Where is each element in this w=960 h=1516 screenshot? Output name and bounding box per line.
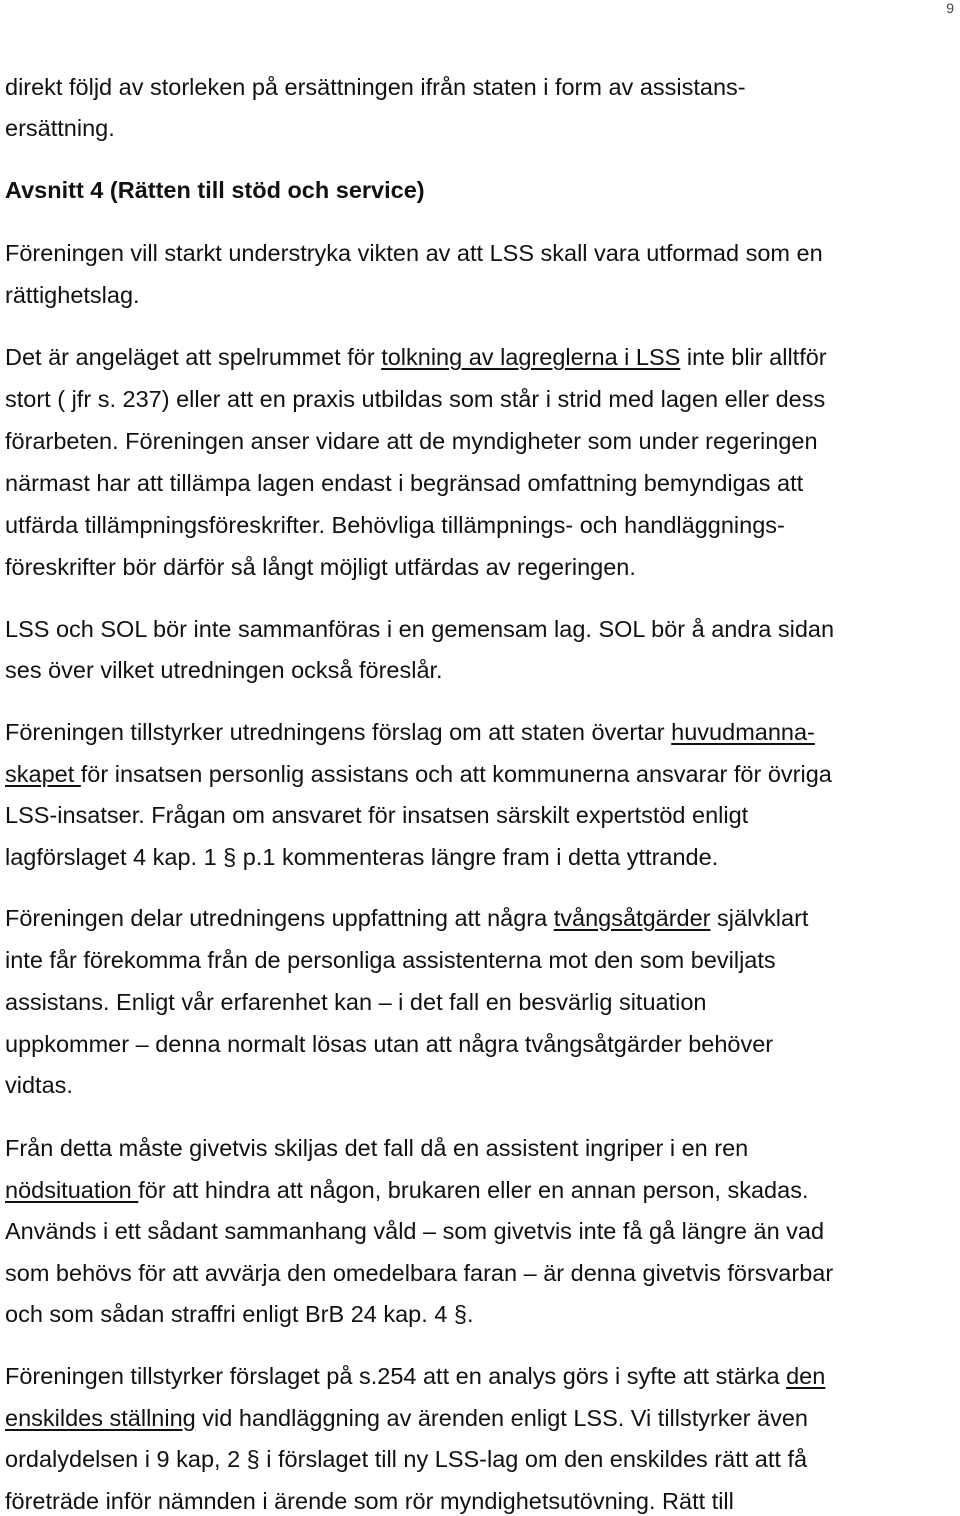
text-line — [5, 1175, 808, 1205]
text-segment: stort ( jfr s. 237) eller att en praxis utbildas som står i strid med lagen eller dess — [5, 386, 826, 412]
text-segment: Föreningen tillstyrker förslaget på s.254 att en analys görs i syfte att stärka — [5, 1363, 787, 1389]
text-line — [5, 280, 140, 310]
text-segment: utfärda tillämpningsföreskrifter. Behövliga tillämpnings- och handläggnings- — [5, 512, 785, 538]
text-line — [5, 759, 832, 789]
text-segment: ordalydelsen i 9 kap, 2 § i förslaget till ny LSS-lag om den enskildes rätt att få — [5, 1446, 808, 1472]
underlined-text: nödsituation — [5, 1177, 139, 1203]
underlined-text: skapet — [5, 761, 81, 787]
text-segment: LSS och SOL bör inte sammanföras i en gemensam lag. SOL bör å andra sidan — [5, 616, 835, 642]
text-line — [5, 903, 808, 933]
text-segment: lagförslaget 4 kap. 1 § p.1 kommenteras längre fram i detta yttrande. — [5, 844, 719, 870]
text-segment: som behövs för att avvärja den omedelbara faran – är denna givetvis försvarbar — [5, 1260, 834, 1286]
text-line — [5, 717, 815, 747]
text-segment: Föreningen tillstyrker utredningens förslag om att staten övertar — [5, 719, 672, 745]
text-segment: direkt följd av storleken på ersättningen ifrån staten i form av assistans- — [5, 74, 746, 100]
text-line — [5, 510, 785, 540]
text-line — [5, 468, 803, 498]
text-line — [5, 614, 834, 644]
text-segment: assistans. Enligt vår erfarenhet kan – i det fall en besvärlig situation — [5, 989, 707, 1015]
text-segment: ses över vilket utredningen också föreslår. — [5, 657, 443, 683]
text-line — [5, 842, 718, 872]
text-segment: företräde inför nämnden i ärende som rör myndighetsutövning. Rätt till — [5, 1488, 734, 1514]
text-segment: förarbeten. Föreningen anser vidare att de myndigheter som under regeringen — [5, 428, 818, 454]
text-segment: vidtas. — [5, 1072, 73, 1098]
text-line — [5, 238, 823, 268]
text-line — [5, 113, 115, 143]
text-segment: ersättning. — [5, 115, 115, 141]
text-segment: och som sådan straffri enligt BrB 24 kap. 4 §. — [5, 1301, 474, 1327]
text-line — [5, 1444, 807, 1474]
text-segment: självklart — [710, 905, 809, 931]
page-number: 9 — [946, 0, 954, 16]
text-segment: Det är angeläget att spelrummet för — [5, 344, 382, 370]
text-segment: Från detta måste givetvis skiljas det fall då en assistent ingriper i en ren — [5, 1135, 749, 1161]
text-line — [5, 1486, 734, 1516]
text-segment: för att hindra att någon, brukaren eller en annan person, skadas. — [138, 1177, 809, 1203]
text-line — [5, 552, 636, 582]
text-segment: för insatsen personlig assistans och att kommunerna ansvarar för övriga — [80, 761, 832, 787]
text-segment: Föreningen vill starkt understryka vikten av att LSS skall vara utformad som en — [5, 240, 823, 266]
text-line — [5, 72, 746, 102]
text-segment: föreskrifter bör därför så långt möjligt utfärdas av regeringen. — [5, 554, 636, 580]
text-line — [5, 1070, 73, 1100]
text-segment: uppkommer – denna normalt lösas utan att några tvångsåtgärder behöver — [5, 1031, 774, 1057]
text-segment: inte får förekomma från de personliga assistenterna mot den som beviljats — [5, 947, 776, 973]
text-segment: rättighetslag. — [5, 282, 140, 308]
text-line — [5, 1299, 474, 1329]
text-line — [5, 384, 825, 414]
text-segment: Används i ett sådant sammanhang våld – som givetvis inte få gå längre än vad — [5, 1218, 825, 1244]
text-segment: LSS-insatser. Frågan om ansvaret för insatsen särskilt expertstöd enligt — [5, 802, 749, 828]
text-segment: Föreningen delar utredningens uppfattning att några — [5, 905, 554, 931]
text-segment: närmast har att tillämpa lagen endast i begränsad omfattning bemyndigas att — [5, 470, 804, 496]
text-line — [5, 342, 827, 372]
text-line — [5, 1216, 824, 1246]
underlined-text: tolkning av lagreglerna i LSS — [381, 344, 681, 370]
text-line — [5, 426, 818, 456]
underlined-text: tvångsåtgärder — [553, 905, 711, 931]
text-line — [5, 1361, 825, 1391]
text-line — [5, 1029, 773, 1059]
text-line — [5, 655, 443, 685]
text-segment: Avsnitt 4 (Rätten till stöd och service) — [5, 177, 425, 203]
text-line — [5, 1403, 808, 1433]
text-line — [5, 987, 706, 1017]
text-segment: inte blir alltför — [680, 344, 827, 370]
text-line — [5, 945, 776, 975]
text-segment: vid handläggning av ärenden enligt LSS. Vi tillstyrker även — [195, 1405, 808, 1431]
section-heading — [5, 175, 425, 205]
text-line — [5, 1133, 748, 1163]
text-line — [5, 800, 748, 830]
underlined-text: den — [786, 1363, 826, 1389]
underlined-text: huvudmanna- — [671, 719, 815, 745]
text-line — [5, 1258, 833, 1288]
underlined-text: enskildes ställning — [5, 1405, 196, 1431]
